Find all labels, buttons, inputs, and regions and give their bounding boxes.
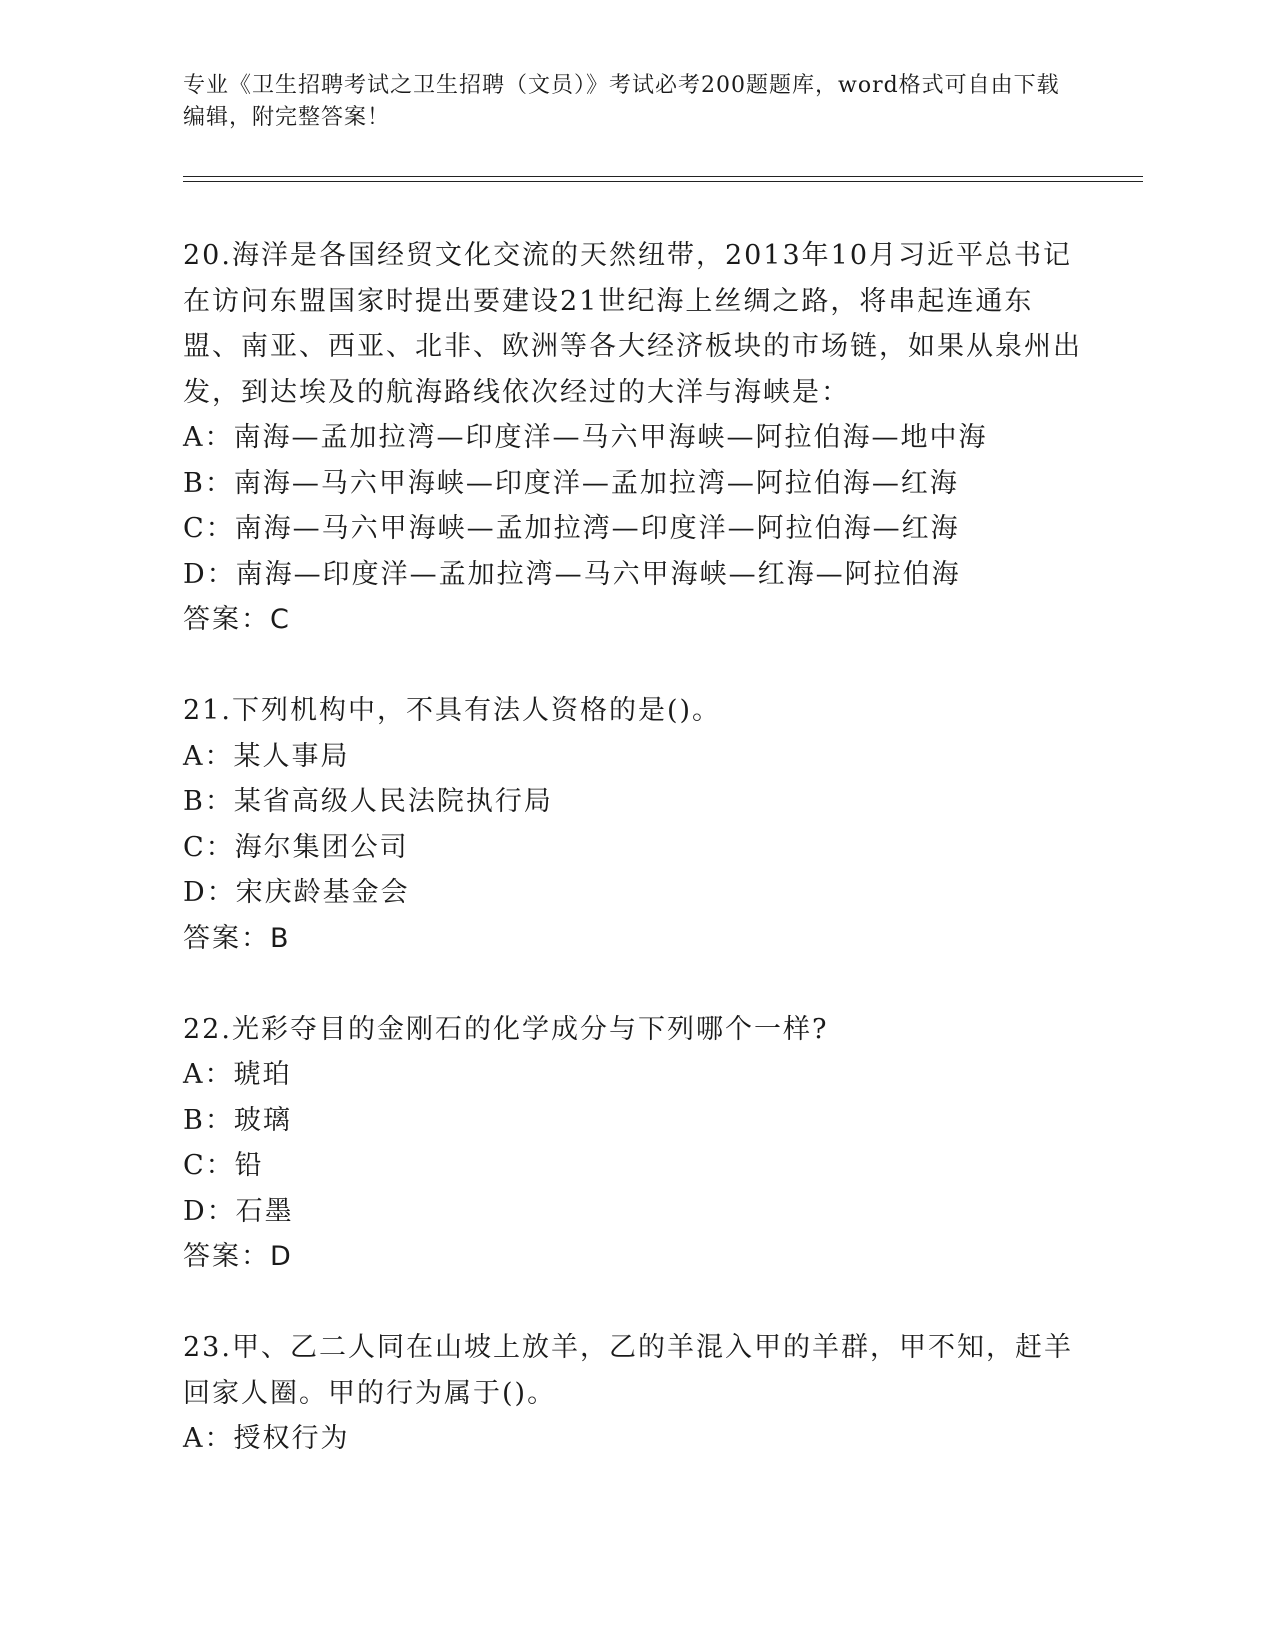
- question-21: [183, 688, 1083, 961]
- question-stem: 21.下列机构中，不具有法人资格的是()。: [183, 695, 722, 726]
- answer-line: 答案：B: [183, 922, 291, 954]
- header-divider-bottom: [183, 181, 1143, 182]
- header-divider-top: [183, 176, 1143, 177]
- option-a: A：琥珀: [183, 1059, 292, 1090]
- option-a: A：授权行为: [183, 1423, 350, 1454]
- option-d: D：宋庆龄基金会: [183, 877, 410, 908]
- option-d: D：石墨: [183, 1195, 294, 1227]
- option-b: B：某省高级人民法院执行局: [183, 786, 553, 817]
- option-b: B：玻璃: [183, 1104, 292, 1136]
- question-spacer: [183, 1280, 1083, 1326]
- question-spacer: [183, 961, 1083, 1007]
- option-c: C：海尔集团公司: [183, 831, 409, 863]
- option-a: A：南海—孟加拉湾—印度洋—马六甲海峡—阿拉伯海—地中海: [183, 422, 988, 453]
- question-20: [183, 233, 1083, 643]
- option-c: C：南海—马六甲海峡—孟加拉湾—印度洋—阿拉伯海—红海: [183, 513, 960, 544]
- option-b: B：南海—马六甲海峡—印度洋—孟加拉湾—阿拉伯海—红海: [183, 467, 959, 499]
- question-stem: 23.甲、乙二人同在山坡上放羊，乙的羊混入甲的羊群，甲不知，赶羊回家人圈。甲的行为属于()。: [183, 1332, 1073, 1409]
- question-stem: 20.海洋是各国经贸文化交流的天然纽带，2013年10月习近平总书记在访问东盟国家时提出要建设21世纪海上丝绸之路，将串起连通东盟、南亚、西亚、北非、欧洲等各大经济板块的市场链，如果从泉州出发，到达埃及的航海路线依次经过的大洋与海峡是：: [183, 240, 1082, 408]
- question-stem: 22.光彩夺目的金刚石的化学成分与下列哪个一样?: [183, 1013, 829, 1045]
- question-23: [183, 1325, 1083, 1462]
- document-header: 专业《卫生招聘考试之卫生招聘（文员）》考试必考200题题库，word格式可自由下载编辑，附完整答案！: [183, 73, 1060, 130]
- answer-line: 答案：D: [183, 1241, 293, 1272]
- question-list: [183, 233, 1083, 1462]
- option-c: C：铅: [183, 1150, 264, 1181]
- question-22: [183, 1007, 1083, 1280]
- question-spacer: [183, 643, 1083, 689]
- answer-line: 答案：C: [183, 604, 291, 635]
- option-a: A：某人事局: [183, 740, 350, 772]
- option-d: D：南海—印度洋—孟加拉湾—马六甲海峡—红海—阿拉伯海: [183, 558, 961, 590]
